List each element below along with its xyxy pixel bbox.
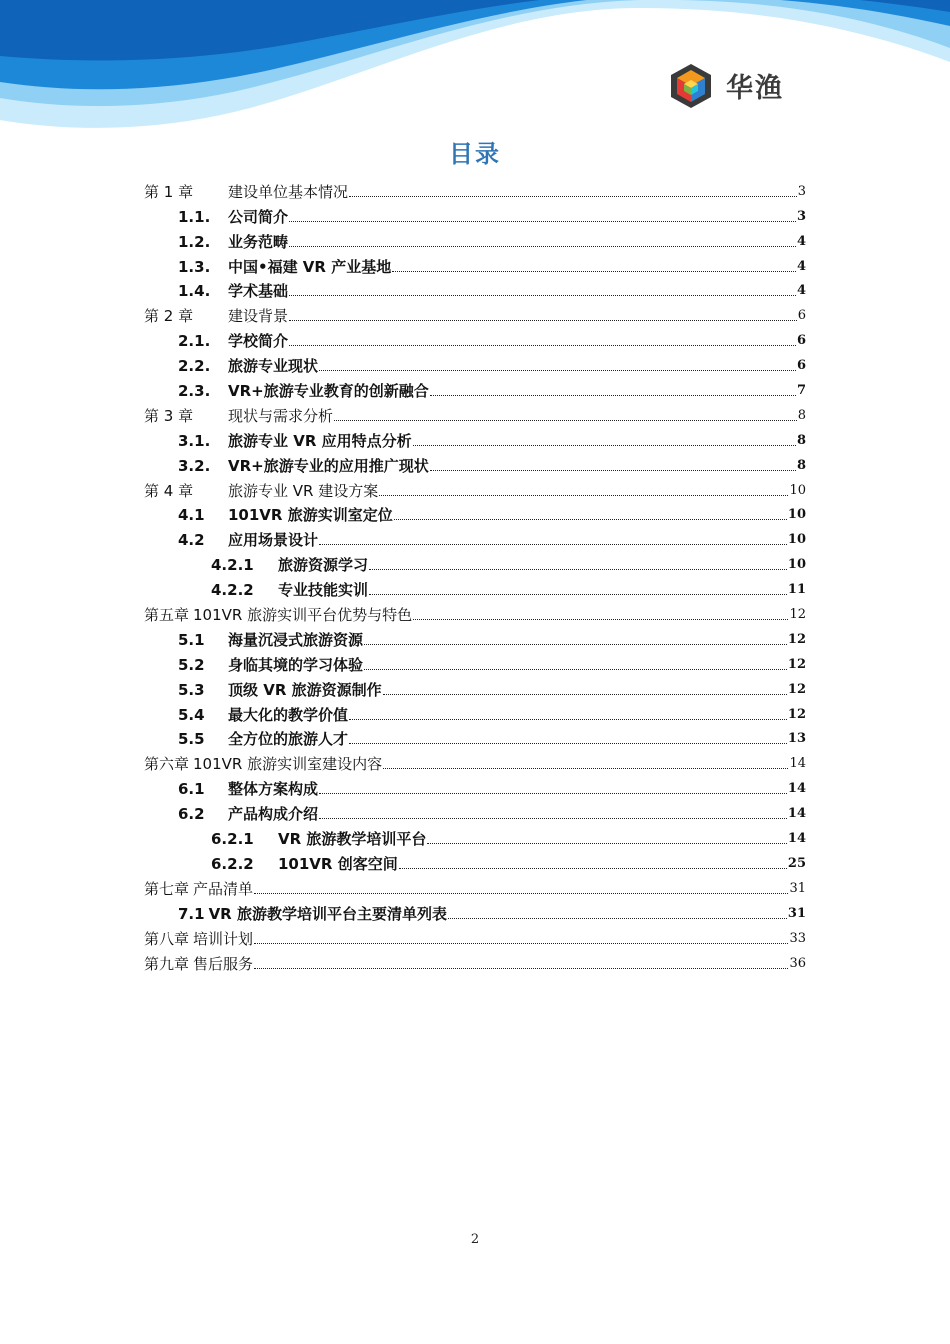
toc-entry-page: 6 xyxy=(796,333,806,349)
toc-entry[interactable] xyxy=(144,824,806,849)
toc-entry[interactable] xyxy=(144,675,806,700)
toc-entry[interactable] xyxy=(144,351,806,376)
toc-entry-page: 11 xyxy=(787,582,806,598)
toc-dot-leader xyxy=(413,618,788,620)
huayu-logo-icon xyxy=(668,62,714,110)
toc-entry-label: 中国•福建 VR 产业基地 xyxy=(228,257,392,276)
toc-entry[interactable] xyxy=(144,799,806,824)
toc-entry[interactable] xyxy=(144,426,806,451)
toc-entry-page: 10 xyxy=(789,482,806,498)
toc-entry[interactable] xyxy=(144,700,806,725)
toc-entry-label: 旅游专业 VR 建设方案 xyxy=(228,481,379,500)
toc-entry[interactable] xyxy=(144,550,806,575)
brand-name: 华渔 xyxy=(726,73,784,104)
toc-dot-leader xyxy=(430,469,796,471)
toc-entry[interactable] xyxy=(144,376,806,401)
toc-entry-label: 海量沉浸式旅游资源 xyxy=(228,630,364,649)
toc-entry-number: 5.5 xyxy=(178,730,205,749)
toc-dot-leader xyxy=(383,693,787,695)
toc-entry-number: 6.1 xyxy=(178,780,205,799)
toc-entry[interactable] xyxy=(144,401,806,426)
toc-dot-leader xyxy=(319,543,787,545)
toc-entry[interactable] xyxy=(144,177,806,202)
toc-entry-page: 6 xyxy=(797,308,806,324)
toc-dot-leader xyxy=(319,792,787,794)
toc-entry-page: 4 xyxy=(796,283,806,299)
toc-entry-page: 12 xyxy=(787,656,806,672)
toc-dot-leader xyxy=(430,394,796,396)
toc-entry-number: 7.1 xyxy=(178,904,205,923)
toc-entry-number: 3.2. xyxy=(178,456,211,475)
toc-dot-leader xyxy=(289,220,796,222)
toc-dot-leader xyxy=(254,892,788,894)
toc-entry-page: 6 xyxy=(796,358,806,374)
toc-entry[interactable] xyxy=(144,899,806,924)
toc-entry-page: 4 xyxy=(796,233,806,249)
toc-entry-label: 旅游资源学习 xyxy=(278,556,369,575)
toc-entry-number: 第五章 xyxy=(144,606,190,625)
toc-entry-number: 1.3. xyxy=(178,257,211,276)
toc-entry-label: 101VR 旅游实训平台优势与特色 xyxy=(193,606,413,625)
toc-entry[interactable] xyxy=(144,525,806,550)
toc-dot-leader xyxy=(379,494,788,496)
toc-entry-page: 8 xyxy=(796,457,806,473)
toc-entry[interactable] xyxy=(144,326,806,351)
toc-entry[interactable] xyxy=(144,301,806,326)
toc-entry-label: 全方位的旅游人才 xyxy=(228,730,349,749)
toc-entry-number: 2.1. xyxy=(178,332,211,351)
toc-entry-number: 1.1. xyxy=(178,207,211,226)
header-wave-decoration xyxy=(0,0,950,140)
toc-dot-leader xyxy=(369,568,787,570)
toc-dot-leader xyxy=(349,742,787,744)
toc-dot-leader xyxy=(413,444,796,446)
toc-entry-page: 36 xyxy=(789,955,806,971)
toc-entry-number: 4.1 xyxy=(178,506,205,525)
toc-dot-leader xyxy=(394,518,787,520)
toc-dot-leader xyxy=(349,195,797,197)
toc-entry-page: 10 xyxy=(787,532,806,548)
toc-entry-label: 建设背景 xyxy=(228,307,289,326)
toc-entry-page: 25 xyxy=(787,855,806,871)
toc-entry-number: 2.3. xyxy=(178,382,211,401)
toc-entry-label: 学校简介 xyxy=(228,332,289,351)
toc-entry-page: 13 xyxy=(787,731,806,747)
toc-entry-page: 33 xyxy=(789,930,806,946)
toc-entry-number: 第 2 章 xyxy=(144,307,194,326)
toc-dot-leader xyxy=(349,718,787,720)
toc-entry-label: 产品清单 xyxy=(193,879,254,898)
toc-entry-number: 6.2.1 xyxy=(211,830,254,849)
toc-entry-label: 身临其境的学习体验 xyxy=(228,655,364,674)
toc-dot-leader xyxy=(254,967,788,969)
toc-dot-leader xyxy=(289,294,796,296)
toc-entry-number: 5.4 xyxy=(178,705,205,724)
toc-entry[interactable] xyxy=(144,725,806,750)
toc-entry-label: VR 旅游教学培训平台 xyxy=(278,830,427,849)
toc-entry-label: 建设单位基本情况 xyxy=(228,182,349,201)
toc-entry-label: VR+旅游专业教育的创新融合 xyxy=(228,382,429,401)
toc-entry-label: 101VR 创客空间 xyxy=(278,854,398,873)
toc-entry-label: 最大化的教学价值 xyxy=(228,705,349,724)
toc-entry-label: 产品构成介绍 xyxy=(228,805,319,824)
toc-entry-number: 2.2. xyxy=(178,357,211,376)
toc-entry-label: 培训计划 xyxy=(193,929,254,948)
toc-entry-page: 14 xyxy=(787,806,806,822)
toc-entry[interactable] xyxy=(144,924,806,949)
toc-entry-number: 第 1 章 xyxy=(144,182,194,201)
toc-entry-page: 8 xyxy=(797,407,806,423)
toc-entry[interactable] xyxy=(144,625,806,650)
toc-dot-leader xyxy=(392,270,796,272)
page-number: 2 xyxy=(470,1232,480,1247)
toc-entry-label: 旅游专业现状 xyxy=(228,357,319,376)
toc-dot-leader xyxy=(289,245,796,247)
toc-entry-page: 10 xyxy=(787,507,806,523)
toc-dot-leader xyxy=(383,767,788,769)
toc-entry-number: 第七章 xyxy=(144,879,190,898)
toc-dot-leader xyxy=(254,942,788,944)
toc-entry-label: 应用场景设计 xyxy=(228,531,319,550)
toc-entry[interactable] xyxy=(144,501,806,526)
toc-entry[interactable] xyxy=(144,252,806,277)
toc-entry-label: 专业技能实训 xyxy=(278,581,369,600)
toc-entry-number: 第九章 xyxy=(144,954,190,973)
toc-entry-number: 1.2. xyxy=(178,232,211,251)
toc-dot-leader xyxy=(369,593,787,595)
toc-entry-page: 3 xyxy=(797,183,806,199)
toc-entry-number: 第六章 xyxy=(144,755,190,774)
toc-entry-label: VR+旅游专业的应用推广现状 xyxy=(228,456,429,475)
toc-dot-leader xyxy=(399,867,787,869)
toc-entry[interactable] xyxy=(144,227,806,252)
toc-dot-leader xyxy=(289,344,796,346)
toc-entry-page: 14 xyxy=(787,831,806,847)
toc-entry[interactable] xyxy=(144,749,806,774)
toc-entry-label: 业务范畴 xyxy=(228,232,289,251)
toc-entry[interactable] xyxy=(144,202,806,227)
toc-dot-leader xyxy=(427,842,787,844)
toc-entry-label: 公司简介 xyxy=(228,207,289,226)
toc-entry-label: 学术基础 xyxy=(228,282,289,301)
toc-entry-label: 101VR 旅游实训室定位 xyxy=(228,506,393,525)
toc-entry-label: 整体方案构成 xyxy=(228,780,319,799)
toc-entry-page: 31 xyxy=(787,905,806,921)
toc-entry-number: 第 3 章 xyxy=(144,406,194,425)
toc-entry-number: 第 4 章 xyxy=(144,481,194,500)
toc-dot-leader xyxy=(448,917,787,919)
toc-entry-label: VR 旅游教学培训平台主要清单列表 xyxy=(208,904,447,923)
toc-title: 目录 xyxy=(449,140,501,168)
toc-dot-leader xyxy=(319,369,796,371)
toc-entry-number: 4.2.1 xyxy=(211,556,254,575)
toc-entry-number: 第八章 xyxy=(144,929,190,948)
toc-entry-page: 3 xyxy=(796,208,806,224)
toc-entry[interactable] xyxy=(144,650,806,675)
toc-entry[interactable] xyxy=(144,575,806,600)
toc-entry-page: 7 xyxy=(796,383,806,399)
toc-entry-label: 现状与需求分析 xyxy=(228,406,334,425)
toc-dot-leader xyxy=(319,817,787,819)
toc-entry-page: 14 xyxy=(787,781,806,797)
toc-entry-page: 12 xyxy=(789,607,806,623)
toc-entry-label: 101VR 旅游实训室建设内容 xyxy=(193,755,383,774)
toc-entry-number: 3.1. xyxy=(178,431,211,450)
toc-dot-leader xyxy=(364,668,787,670)
toc-entry-page: 8 xyxy=(796,432,806,448)
toc-entry-page: 14 xyxy=(789,756,806,772)
toc-entry-page: 12 xyxy=(787,706,806,722)
table-of-contents xyxy=(144,177,806,974)
toc-entry-label: 顶级 VR 旅游资源制作 xyxy=(228,680,382,699)
toc-entry[interactable] xyxy=(144,849,806,874)
toc-entry-page: 4 xyxy=(796,258,806,274)
toc-entry-page: 12 xyxy=(787,681,806,697)
toc-entry[interactable] xyxy=(144,874,806,899)
toc-entry-number: 4.2 xyxy=(178,531,205,550)
toc-entry-page: 31 xyxy=(789,880,806,896)
toc-dot-leader xyxy=(334,419,797,421)
toc-dot-leader xyxy=(289,319,797,321)
toc-entry-number: 1.4. xyxy=(178,282,211,301)
toc-entry[interactable] xyxy=(144,277,806,302)
toc-entry[interactable] xyxy=(144,949,806,974)
toc-entry-number: 6.2 xyxy=(178,805,205,824)
toc-entry-number: 5.3 xyxy=(178,680,205,699)
toc-entry-page: 12 xyxy=(787,631,806,647)
toc-entry-label: 售后服务 xyxy=(193,954,254,973)
toc-entry[interactable] xyxy=(144,774,806,799)
toc-entry-label: 旅游专业 VR 应用特点分析 xyxy=(228,431,412,450)
toc-entry[interactable] xyxy=(144,600,806,625)
toc-entry[interactable] xyxy=(144,476,806,501)
toc-entry[interactable] xyxy=(144,451,806,476)
toc-entry-page: 10 xyxy=(787,557,806,573)
toc-entry-number: 5.2 xyxy=(178,655,205,674)
toc-dot-leader xyxy=(364,643,787,645)
toc-entry-number: 5.1 xyxy=(178,630,205,649)
toc-entry-number: 4.2.2 xyxy=(211,581,254,600)
toc-entry-number: 6.2.2 xyxy=(211,854,254,873)
